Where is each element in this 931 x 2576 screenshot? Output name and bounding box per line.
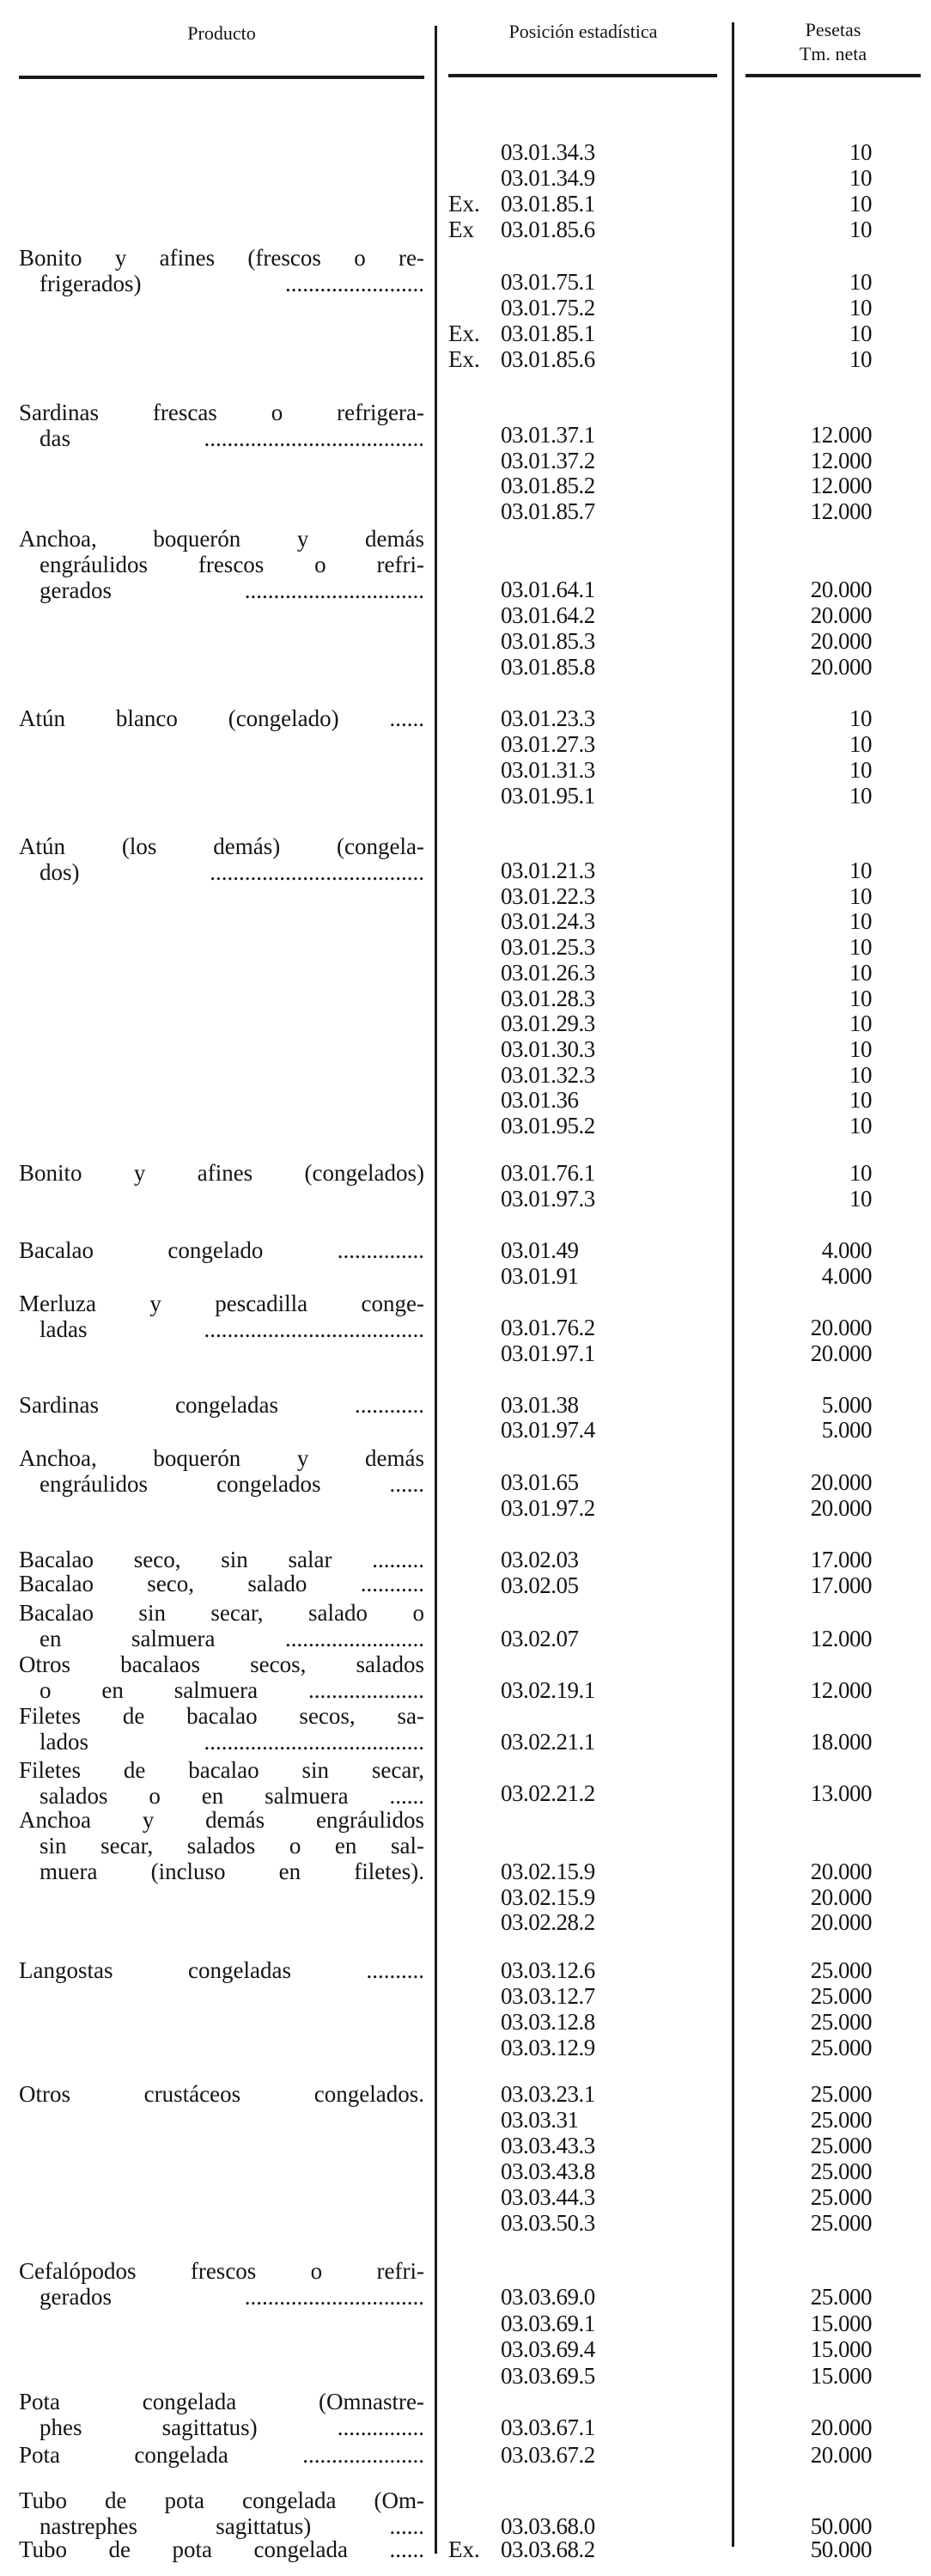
header-posicion: Posición estadística xyxy=(508,21,658,42)
pesetas-per-ton-value: 20.000 xyxy=(810,1340,872,1366)
pesetas-per-ton-value: 15.000 xyxy=(810,2336,872,2362)
statistical-position-code: 03.03.12.8 xyxy=(501,2009,595,2035)
pesetas-per-ton-value: 10 xyxy=(849,1061,872,1088)
ex-prefix: Ex. xyxy=(448,320,480,346)
pesetas-per-ton-value: 12.000 xyxy=(810,1626,872,1651)
product-name-line: frigerados) ........................ xyxy=(40,271,424,296)
product-name-line: sin secar, salados o en sal- xyxy=(40,1833,424,1859)
statistical-position-code: 03.01.26.3 xyxy=(501,959,595,986)
product-name-line: engráulidos congelados ...... xyxy=(40,1471,424,1497)
product-name-line: Otros crustáceos congelados. xyxy=(19,2081,424,2107)
statistical-position-code: 03.02.07 xyxy=(501,1626,579,1651)
pesetas-per-ton-value: 4.000 xyxy=(821,1263,872,1289)
pesetas-per-ton-value: 17.000 xyxy=(810,1572,872,1598)
statistical-position-code: 03.03.69.1 xyxy=(501,2310,595,2336)
product-name-line: phes sagittatus) ............... xyxy=(40,2414,424,2440)
pesetas-per-ton-value: 10 xyxy=(849,320,872,346)
statistical-position-code: 03.01.85.6 xyxy=(501,346,595,372)
pesetas-per-ton-value: 50.000 xyxy=(810,2513,872,2539)
product-name-line: Atún (los demás) (congela- xyxy=(19,833,424,859)
pesetas-per-ton-value: 10 xyxy=(849,705,872,731)
pesetas-per-ton-value: 10 xyxy=(849,1035,872,1062)
pesetas-per-ton-value: 13.000 xyxy=(810,1780,872,1806)
product-name-line: Tubo de pota congelada ...... xyxy=(19,2536,424,2562)
product-name-line: Filetes de bacalao secos, sa- xyxy=(19,1703,424,1729)
pesetas-per-ton-value: 10 xyxy=(849,165,872,191)
statistical-position-code: 03.01.24.3 xyxy=(501,908,595,935)
product-name-line: Sardinas frescas o refrigera- xyxy=(19,400,424,425)
pesetas-per-ton-value: 20.000 xyxy=(810,1315,872,1340)
statistical-position-code: 03.03.43.3 xyxy=(501,2133,595,2158)
statistical-position-code: 03.02.21.1 xyxy=(501,1729,595,1755)
pesetas-per-ton-value: 10 xyxy=(849,858,872,883)
statistical-position-code: 03.01.65 xyxy=(501,1469,579,1495)
statistical-position-code: 03.03.12.9 xyxy=(501,2035,595,2060)
pesetas-per-ton-value: 15.000 xyxy=(810,2362,872,2389)
pesetas-per-ton-value: 10 xyxy=(849,295,872,320)
statistical-position-code: 03.03.68.0 xyxy=(501,2513,595,2539)
product-name-line: nastrephes sagittatus) ...... xyxy=(40,2513,424,2539)
statistical-position-code: 03.01.34.3 xyxy=(501,139,595,165)
pesetas-per-ton-value: 12.000 xyxy=(810,422,872,448)
pesetas-per-ton-value: 10 xyxy=(849,217,872,242)
statistical-position-code: 03.01.30.3 xyxy=(501,1035,595,1062)
pesetas-per-ton-value: 4.000 xyxy=(821,1237,872,1263)
pesetas-per-ton-value: 20.000 xyxy=(810,2442,872,2468)
pesetas-per-ton-value: 10 xyxy=(849,959,872,986)
product-name-line: dos) ..................................... xyxy=(40,859,424,885)
product-name-line: Pota congelada (Omnastre- xyxy=(19,2389,424,2414)
pesetas-per-ton-value: 12.000 xyxy=(810,447,872,473)
pesetas-per-ton-value: 10 xyxy=(849,934,872,961)
pesetas-per-ton-value: 25.000 xyxy=(810,2284,872,2310)
statistical-position-code: 03.01.85.7 xyxy=(501,497,595,524)
statistical-position-code: 03.03.68.2 xyxy=(501,2536,595,2562)
pesetas-per-ton-value: 25.000 xyxy=(810,2035,872,2060)
pesetas-per-ton-value: 25.000 xyxy=(810,2184,872,2210)
header-rule-producto xyxy=(19,76,424,79)
pesetas-per-ton-value: 20.000 xyxy=(810,1859,872,1884)
statistical-position-code: 03.01.22.3 xyxy=(501,882,595,909)
pesetas-per-ton-value: 12.000 xyxy=(810,497,872,524)
statistical-position-code: 03.01.85.6 xyxy=(501,217,595,242)
statistical-position-code: 03.01.32.3 xyxy=(501,1061,595,1088)
pesetas-per-ton-value: 10 xyxy=(849,1160,872,1186)
statistical-position-code: 03.02.15.9 xyxy=(501,1859,595,1884)
product-name-line: Bacalao seco, salado ........... xyxy=(19,1571,424,1596)
statistical-position-code: 03.01.97.4 xyxy=(501,1417,595,1443)
statistical-position-code: 03.01.85.2 xyxy=(501,473,595,498)
statistical-position-code: 03.03.67.2 xyxy=(501,2442,595,2468)
statistical-position-code: 03.01.97.3 xyxy=(501,1186,595,1212)
product-name-line: Bonito y afines (frescos o re- xyxy=(19,245,424,271)
pesetas-per-ton-value: 10 xyxy=(849,269,872,295)
statistical-position-code: 03.03.23.1 xyxy=(501,2081,595,2107)
statistical-position-code: 03.03.69.0 xyxy=(501,2284,595,2310)
pesetas-per-ton-value: 20.000 xyxy=(810,1469,872,1495)
statistical-position-code: 03.01.21.3 xyxy=(501,858,595,883)
product-name-line: Merluza y pescadilla conge- xyxy=(19,1291,424,1316)
statistical-position-code: 03.01.36 xyxy=(501,1087,579,1114)
statistical-position-code: 03.01.75.2 xyxy=(501,295,595,320)
statistical-position-code: 03.01.75.1 xyxy=(501,269,595,295)
pesetas-per-ton-value: 10 xyxy=(849,191,872,217)
statistical-position-code: 03.01.49 xyxy=(501,1237,579,1263)
product-name-line: Langostas congeladas .......... xyxy=(19,1957,424,1983)
product-name-line: Anchoa, boquerón y demás xyxy=(19,1445,424,1471)
pesetas-per-ton-value: 10 xyxy=(849,882,872,909)
statistical-position-code: 03.03.43.8 xyxy=(501,2158,595,2184)
product-name-line: gerados ............................... xyxy=(40,577,424,603)
statistical-position-code: 03.01.31.3 xyxy=(501,757,595,783)
header-producto: Producto xyxy=(187,22,256,44)
pesetas-per-ton-value: 18.000 xyxy=(810,1729,872,1755)
ex-prefix: Ex. xyxy=(448,2536,480,2562)
pesetas-per-ton-value: 25.000 xyxy=(810,1957,872,1983)
statistical-position-code: 03.03.12.7 xyxy=(501,1983,595,2009)
statistical-position-code: 03.01.28.3 xyxy=(501,985,595,1011)
statistical-position-code: 03.01.64.1 xyxy=(501,577,595,602)
pesetas-per-ton-value: 20.000 xyxy=(810,577,872,602)
ex-prefix: Ex xyxy=(448,217,474,242)
statistical-position-code: 03.01.64.2 xyxy=(501,602,595,628)
statistical-position-code: 03.01.38 xyxy=(501,1392,579,1418)
header-rule-pesetas xyxy=(745,74,921,77)
column-divider-2 xyxy=(732,22,734,2547)
statistical-position-code: 03.01.37.2 xyxy=(501,447,595,473)
product-name-line: das ...................................... xyxy=(40,425,424,451)
statistical-position-code: 03.01.76.2 xyxy=(501,1315,595,1340)
statistical-position-code: 03.02.19.1 xyxy=(501,1677,595,1703)
pesetas-per-ton-value: 10 xyxy=(849,1186,872,1212)
pesetas-per-ton-value: 50.000 xyxy=(810,2536,872,2562)
pesetas-per-ton-value: 10 xyxy=(849,139,872,165)
pesetas-per-ton-value: 17.000 xyxy=(810,1547,872,1572)
product-name-line: Bacalao seco, sin salar ......... xyxy=(19,1547,424,1572)
pesetas-per-ton-value: 20.000 xyxy=(810,654,872,680)
product-name-line: Sardinas congeladas ............ xyxy=(19,1392,424,1418)
statistical-position-code: 03.01.29.3 xyxy=(501,1010,595,1037)
statistical-position-code: 03.03.44.3 xyxy=(501,2184,595,2210)
pesetas-per-ton-value: 10 xyxy=(849,1113,872,1138)
pesetas-per-ton-value: 12.000 xyxy=(810,1677,872,1703)
statistical-position-code: 03.02.21.2 xyxy=(501,1780,595,1806)
header-rule-posicion xyxy=(448,74,717,77)
ex-prefix: Ex. xyxy=(448,191,480,217)
pesetas-per-ton-value: 5.000 xyxy=(821,1417,872,1443)
statistical-position-code: 03.01.25.3 xyxy=(501,934,595,961)
pesetas-per-ton-value: 25.000 xyxy=(810,2210,872,2236)
statistical-position-code: 03.01.37.1 xyxy=(501,422,595,448)
pesetas-per-ton-value: 10 xyxy=(849,1087,872,1114)
pesetas-per-ton-value: 20.000 xyxy=(810,1909,872,1935)
statistical-position-code: 03.01.76.1 xyxy=(501,1160,595,1186)
pesetas-per-ton-value: 10 xyxy=(849,731,872,757)
pesetas-per-ton-value: 20.000 xyxy=(810,1883,872,1910)
pesetas-per-ton-value: 25.000 xyxy=(810,2009,872,2035)
product-name-line: Anchoa, boquerón y demás xyxy=(19,526,424,552)
product-name-line: Cefalópodos frescos o refri- xyxy=(19,2258,424,2284)
statistical-position-code: 03.01.85.8 xyxy=(501,654,595,680)
pesetas-per-ton-value: 10 xyxy=(849,783,872,809)
statistical-position-code: 03.01.97.2 xyxy=(501,1495,595,1521)
pesetas-per-ton-value: 15.000 xyxy=(810,2310,872,2336)
pesetas-per-ton-value: 20.000 xyxy=(810,628,872,654)
pesetas-per-ton-value: 20.000 xyxy=(810,1495,872,1521)
statistical-position-code: 03.01.27.3 xyxy=(501,731,595,757)
product-name-line: o en salmuera .................... xyxy=(40,1677,424,1703)
header-tm-neta: Tm. neta xyxy=(799,43,867,64)
product-name-line: Atún blanco (congelado) ...... xyxy=(19,705,424,731)
statistical-position-code: 03.03.31 xyxy=(501,2107,579,2133)
pesetas-per-ton-value: 25.000 xyxy=(810,2158,872,2184)
statistical-position-code: 03.01.85.1 xyxy=(501,191,595,217)
product-name-line: Pota congelada ..................... xyxy=(19,2442,424,2468)
pesetas-per-ton-value: 10 xyxy=(849,908,872,935)
statistical-position-code: 03.03.12.6 xyxy=(501,1957,595,1983)
product-name-line: muera (incluso en filetes). xyxy=(40,1859,424,1884)
statistical-position-code: 03.02.15.9 xyxy=(501,1883,595,1910)
product-name-line: Bacalao congelado ............... xyxy=(19,1237,424,1263)
product-name-line: Bacalao sin secar, salado o xyxy=(19,1600,424,1626)
statistical-position-code: 03.03.69.5 xyxy=(501,2362,595,2389)
pesetas-per-ton-value: 25.000 xyxy=(810,1983,872,2009)
statistical-position-code: 03.02.05 xyxy=(501,1572,579,1598)
product-name-line: Anchoa y demás engráulidos xyxy=(19,1807,424,1833)
statistical-position-code: 03.01.85.3 xyxy=(501,628,595,654)
pesetas-per-ton-value: 20.000 xyxy=(810,602,872,628)
product-name-line: salados o en salmuera ...... xyxy=(40,1783,424,1809)
product-name-line: engráulidos frescos o refri- xyxy=(40,552,424,577)
pesetas-per-ton-value: 10 xyxy=(849,1010,872,1037)
pesetas-per-ton-value: 10 xyxy=(849,757,872,783)
pesetas-per-ton-value: 25.000 xyxy=(810,2081,872,2107)
column-divider-1 xyxy=(435,26,437,2554)
statistical-position-code: 03.01.91 xyxy=(501,1263,579,1289)
statistical-position-code: 03.01.23.3 xyxy=(501,705,595,731)
pesetas-per-ton-value: 20.000 xyxy=(810,2414,872,2440)
pesetas-per-ton-value: 10 xyxy=(849,985,872,1011)
product-name-line: Bonito y afines (congelados) xyxy=(19,1160,424,1186)
statistical-position-code: 03.03.69.4 xyxy=(501,2336,595,2362)
product-name-line: gerados ............................... xyxy=(40,2284,424,2310)
statistical-position-code: 03.01.95.2 xyxy=(501,1113,595,1138)
statistical-position-code: 03.02.28.2 xyxy=(501,1909,595,1935)
statistical-position-code: 03.01.97.1 xyxy=(501,1340,595,1366)
statistical-position-code: 03.03.67.1 xyxy=(501,2414,595,2440)
pesetas-per-ton-value: 25.000 xyxy=(810,2133,872,2158)
header-pesetas: Pesetas xyxy=(805,19,861,40)
statistical-position-code: 03.01.95.1 xyxy=(501,783,595,809)
product-name-line: Filetes de bacalao sin secar, xyxy=(19,1757,424,1783)
product-name-line: Otros bacalaos secos, salados xyxy=(19,1651,424,1677)
product-name-line: Tubo de pota congelada (Om- xyxy=(19,2487,424,2513)
statistical-position-code: 03.01.85.1 xyxy=(501,320,595,346)
statistical-position-code: 03.01.34.9 xyxy=(501,165,595,191)
statistical-position-code: 03.03.50.3 xyxy=(501,2210,595,2236)
pesetas-per-ton-value: 12.000 xyxy=(810,473,872,498)
product-name-line: en salmuera ........................ xyxy=(40,1626,424,1651)
pesetas-per-ton-value: 25.000 xyxy=(810,2107,872,2133)
statistical-position-code: 03.02.03 xyxy=(501,1547,579,1572)
product-name-line: ladas ...................................... xyxy=(40,1316,424,1342)
product-name-line: lados ...................................... xyxy=(40,1729,424,1755)
pesetas-per-ton-value: 10 xyxy=(849,346,872,372)
pesetas-per-ton-value: 5.000 xyxy=(821,1392,872,1418)
ex-prefix: Ex. xyxy=(448,346,480,372)
